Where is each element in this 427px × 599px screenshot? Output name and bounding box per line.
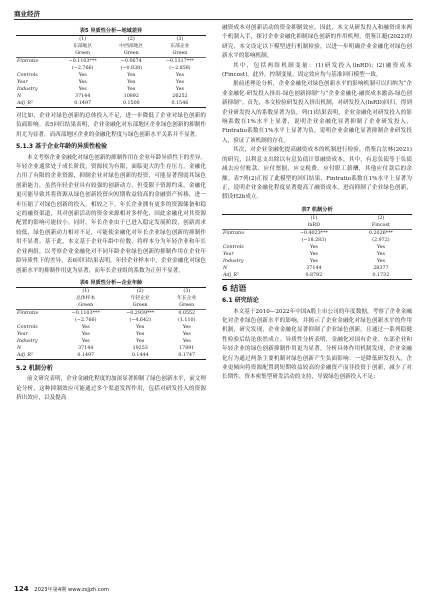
- table-row: (1) (2) (3): [16, 36, 206, 44]
- table-row: Industry Yes Yes Yes: [17, 87, 184, 92]
- paragraph: 其次，对企业金融化提高融资成本的机制进行检验，借鉴白岔林(2021)的研究，以利息支出除以有息负债计算融资成本，其中，有息负债等于负债减去应付账款、应付票据、应交税费、应付职工薪酬，其他应付款后的余额。表7列(2)汇报了此模型的回归结果，Fintratio系数在1%水平上显著为正，说明企业金融化程度显著提高了融资成本，进而抑制了企业绿色创新，假设H2b成立。: [222, 147, 412, 201]
- paragraph: 对比如，企业对绿色创新的总体投入不足，进一步降低了企业对绿色创新的负面影响。表5回归结果表明，企业金融化对东部地区企业绿色创新的抑制作用尤为显著，而西部地区企业的金融化程度与绿色创新水平关系并不显著。: [16, 113, 206, 138]
- table-row: Fintratio −0.4023*** 0.2026***: [222, 229, 412, 237]
- issue-info: 2023年第4期 www.zsjjzh.com: [34, 587, 109, 593]
- table-row: Controls Yes Yes Yes: [17, 324, 191, 330]
- table-row: (−2.766) (−0.838) (−2.858): [71, 66, 191, 71]
- section-heading-6: 6 结语: [222, 283, 247, 293]
- header-rule: [14, 19, 413, 20]
- paragraph: 据前述理论分析，企业金融化对绿色创新水平的影响机制可以归纳为“企业金融化-研发投入挤出-绿色创新抑制”与“企业金融化-融资成本激高-绿色创新抑制”。首先，本文检验研发投入挤出机制，对研发投入(lnRD)回归，得到企业研发投入的系数显著为负，列(1)结果表明，企业金融化对研发投入的影响系数在1%水平上显著，说明企业金融化显著抑制了企业研发投入，Fintratio系数在1%水平上显著为负，说明企业金融化显著抑制企业研发投入，验证了该机制的存在。: [222, 81, 412, 144]
- table-row: Green Green Green: [78, 302, 195, 308]
- table-5: [16, 27, 206, 108]
- page-footer: [14, 585, 109, 593]
- table-row: Industry Yes Yes: [223, 258, 385, 264]
- section-heading-5-1-3: 5.1.3 基于企业年龄的异质性检验: [16, 143, 108, 151]
- table-7-title: 表7 机制分析: [301, 206, 333, 213]
- table-row: Adj_R² 0.1497 0.1444 0.1747: [16, 352, 206, 360]
- paragraph: 融资成本对创新活动的资金抑制效应。因此，本文从研发投入和融资成本两个机制入手，探讨企业金融化抑制绿色创新的作用机理。借鉴江艇(2022)的研究，本文设定以下模型进行机制检验，以进一步明确企业金融化对绿色创新水平的影响机制。: [222, 25, 412, 60]
- table-row: Fintratio −0.1103*** −0.0674 −0.1317***: [16, 58, 206, 66]
- table-5-title: 表5 异质性分析—地域差异: [79, 28, 143, 34]
- table-row: (1) (2) (3): [16, 287, 206, 295]
- section-heading-5-2: 5.2 机制分析: [16, 364, 53, 372]
- table-row: N 37144 10892 26252: [17, 94, 188, 99]
- table-7: [222, 206, 412, 280]
- table-row: N 37144 19253 17891: [17, 345, 195, 351]
- paragraph: 本文考察企业金融化对绿色创新的抑制作用在企业年龄异质性下的差异。年轻企业通常处于成长阶段，资源较为有限，面临更大的生存压力，金融化占用了有限的企业资源，抑制企业对绿色创新的投资，可能显著削弱其绿色创新能力，虽然年轻企业具有较强的创新动力，但受限于资源约束，金融化更可能导致其将资源从绿色创新投资向短期收益较高的金融资产转移，进一步压缩了对绿色创新的投入，相较之下，年长企业拥有更多的资源储备和稳定的融资渠道，其对创新活动的资金来源相对多样化，因此金融化对其资源配置的影响可能较小。同时，年长企业由于已进入稳定发展阶段，创新需求较低，绿色创新动力相对不足，可能使金融化对年长企业绿色创新的抑制作用不显著。基于此，本文基于企业年龄中位数，将样本分为年轻企业和年长企业两组，以考察企业金融化对不同年龄企业绿色创新的抑制作用在企业年龄异质性下的差异。表6回归结果表明，年轻企业样本中，企业金融化对绿色创新水平的抑制作用更为显著，而年长企业组的系数为正但不显著。: [16, 154, 207, 274]
- table-row: (1) (2): [222, 214, 412, 222]
- page-number: 124: [14, 585, 29, 593]
- table-6-title: 表6 异质性分析—企业年龄: [79, 279, 143, 286]
- right-column: [222, 24, 412, 383]
- section-heading-6-1: 6.1 研究结论: [222, 297, 259, 305]
- table-row: N 37144 28377: [223, 265, 389, 271]
- table-row: Adj_R² 0.1497 0.1500 0.1546: [16, 100, 206, 108]
- table-row: Green Green Green: [75, 51, 188, 56]
- table-row: (−18.283) (2.972): [301, 237, 390, 243]
- table-row: Controls Yes Yes Yes: [17, 73, 184, 78]
- paragraph: 前文研究表明，企业金融化程度的加深显著抑制了绿色创新水平，前文理论分析，这种抑制效应可能通过多个渠道发挥作用，包括对研发投入的资源挤出效应，以及提高: [16, 376, 207, 402]
- table-row: Year Yes Yes: [223, 251, 385, 257]
- table-row: Adj_R² 0.8792 0.1732: [222, 272, 412, 280]
- table-row: Fintratio −0.1103*** −0.2939*** 0.0552: [16, 309, 206, 317]
- table-6-grid: [16, 287, 206, 360]
- journal-header: 商业经济: [14, 10, 40, 18]
- table-row: 东部地区 中西部地区 东部企业: [73, 44, 190, 49]
- table-row: Year Yes Yes Yes: [17, 331, 191, 337]
- table-row: (−2.766) (−4.642) (1.110): [74, 317, 196, 323]
- paragraph: 其中，包括两组机制变量：(1)研发投入(lnRD)；(2)融资成本(Fincost)。此外，控制变量、固定效应均与基准回归模型一致。: [222, 62, 412, 79]
- table-6: [16, 279, 206, 360]
- table-row: Controls Yes Yes: [223, 244, 385, 250]
- table-5-grid: [16, 35, 206, 108]
- paragraph: 本文基于2010—2022年中国A股上市公司的年度数据，考察了企业金融化对企业绿色创新水平的影响，并揭示了企业金融化对绿色创新水平的作用机制，研究发现，企业金融化显著抑制了企业绿色创新，且通过一系列稳健性检验后结论依然成立。异质性分析表明，金融化对国有企业、东部企业和年轻企业的绿色创新抑制作用更为显著。分析具体作用机制发现，企业金融化行为通过两条主要机制对绿色创新产生负面影响：一是降低研发投入，企业更倾向将资源配置到短期收益较高的金融资产而非投资于创新，减少了对长期性、资本密集型研发活动的支持，导致绿色创新投入不足；: [222, 308, 412, 381]
- table-row: Industry Yes Yes Yes: [17, 338, 191, 344]
- table-row: lnRD Fincost: [307, 222, 390, 228]
- left-column: [16, 24, 206, 404]
- table-7-grid: [222, 214, 412, 280]
- table-row: 总体样本 年轻企业 年长企业: [76, 295, 197, 301]
- table-row: Year Yes Yes Yes: [17, 80, 184, 85]
